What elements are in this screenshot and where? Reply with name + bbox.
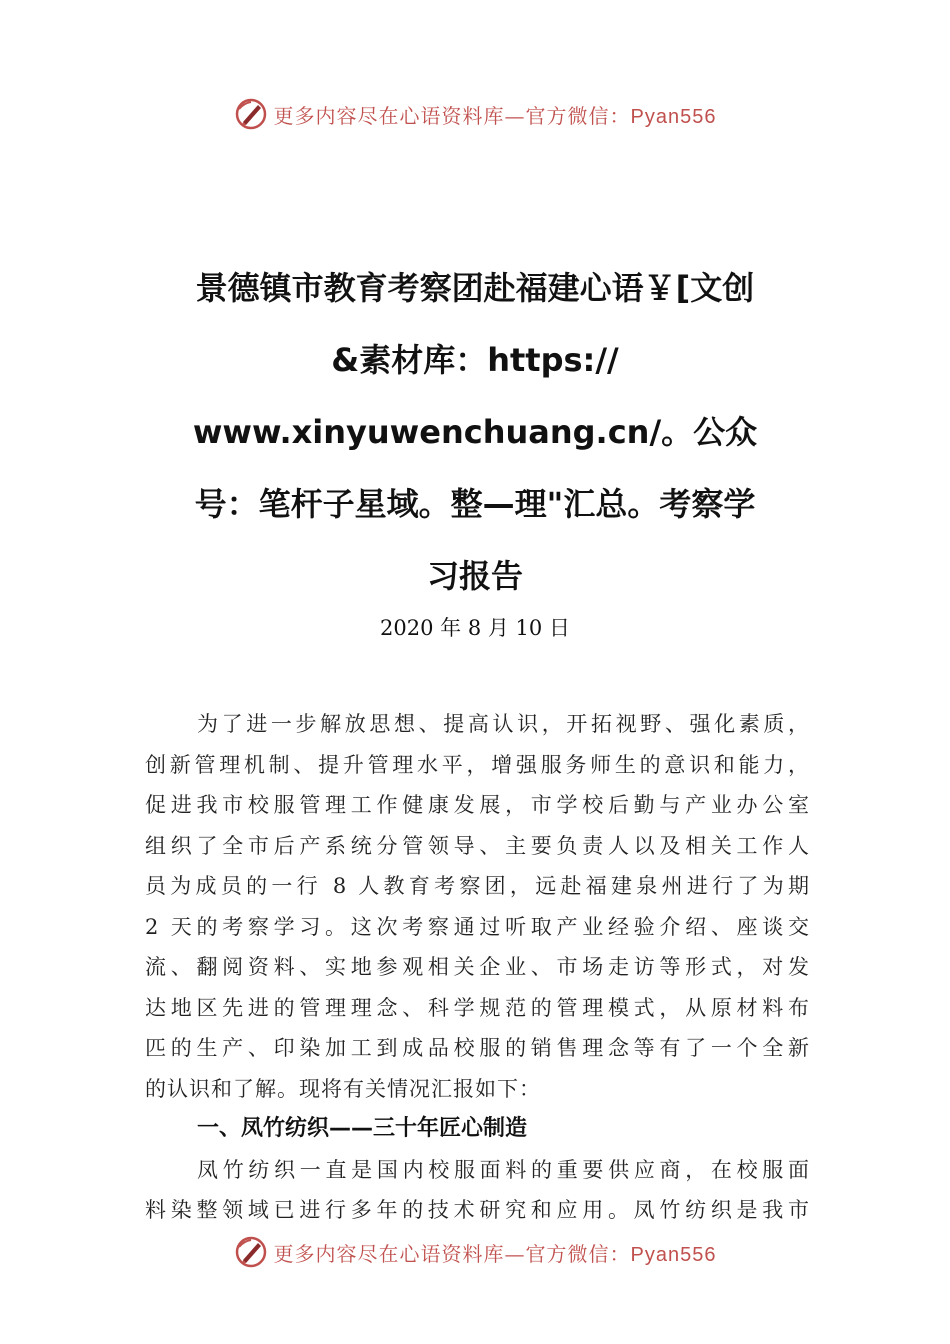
document-date: 2020 年 8 月 10 日: [380, 616, 570, 640]
paragraph-line: 流、翻阅资料、实地参观相关企业、市场走访等形式，对发: [145, 955, 810, 979]
paragraph-line: 凤竹纺织一直是国内校服面料的重要供应商，在校服面: [197, 1157, 810, 1182]
watermark-text: 更多内容尽在心语资料库—官方微信：Pyan556: [273, 1241, 717, 1266]
watermark-text: 更多内容尽在心语资料库—官方微信：Pyan556: [273, 103, 717, 128]
paragraph-line: 的认识和了解。现将有关情况汇报如下：: [145, 1076, 541, 1101]
paragraph-line: 促进我市校服管理工作健康发展，市学校后勤与产业办公室: [145, 793, 810, 817]
pen-logo-icon: [234, 1235, 268, 1269]
pen-logo-icon: [234, 97, 268, 131]
title-line: 习报告: [426, 557, 523, 595]
paragraph-line: 匹的生产、印染加工到成品校服的销售理念等有了一个全新: [145, 1036, 810, 1060]
title-line: 号：笔杆子星域。整—理"汇总。考察学: [194, 485, 756, 523]
paragraph-line: 达地区先进的管理理念、科学规范的管理模式，从原材料布: [145, 995, 810, 1020]
wechat-id: Pyan556: [630, 1243, 717, 1266]
document-title: [150, 252, 800, 612]
section-heading: 一、凤竹纺织——三十年匠心制造: [197, 1116, 528, 1141]
document-body: [145, 704, 810, 1231]
title-line: www.xinyuwenchuang.cn/。公众: [192, 413, 758, 451]
title-line: 景德镇市教育考察团赴福建心语￥[文创: [195, 269, 755, 307]
paragraph-line: 员为成员的一行 8 人教育考察团，远赴福建泉州进行了为期: [145, 874, 810, 898]
paragraph-line: 2 天的考察学习。这次考察通过听取产业经验介绍、座谈交: [145, 914, 810, 939]
paragraph-line: 创新管理机制、提升管理水平，增强服务师生的意识和能力，: [145, 752, 810, 777]
paragraph-line: 料染整领域已进行多年的技术研究和应用。凤竹纺织是我市: [145, 1198, 810, 1222]
wechat-id: Pyan556: [630, 105, 717, 128]
watermark-banner-bottom: [0, 1232, 950, 1272]
paragraph-line: 组织了全市后产系统分管领导、主要负责人以及相关工作人: [145, 833, 810, 858]
paragraph-line: 为了进一步解放思想、提高认识，开拓视野、强化素质，: [197, 712, 810, 736]
watermark-banner-top: [0, 94, 950, 134]
title-line: &素材库：https://: [331, 341, 619, 379]
